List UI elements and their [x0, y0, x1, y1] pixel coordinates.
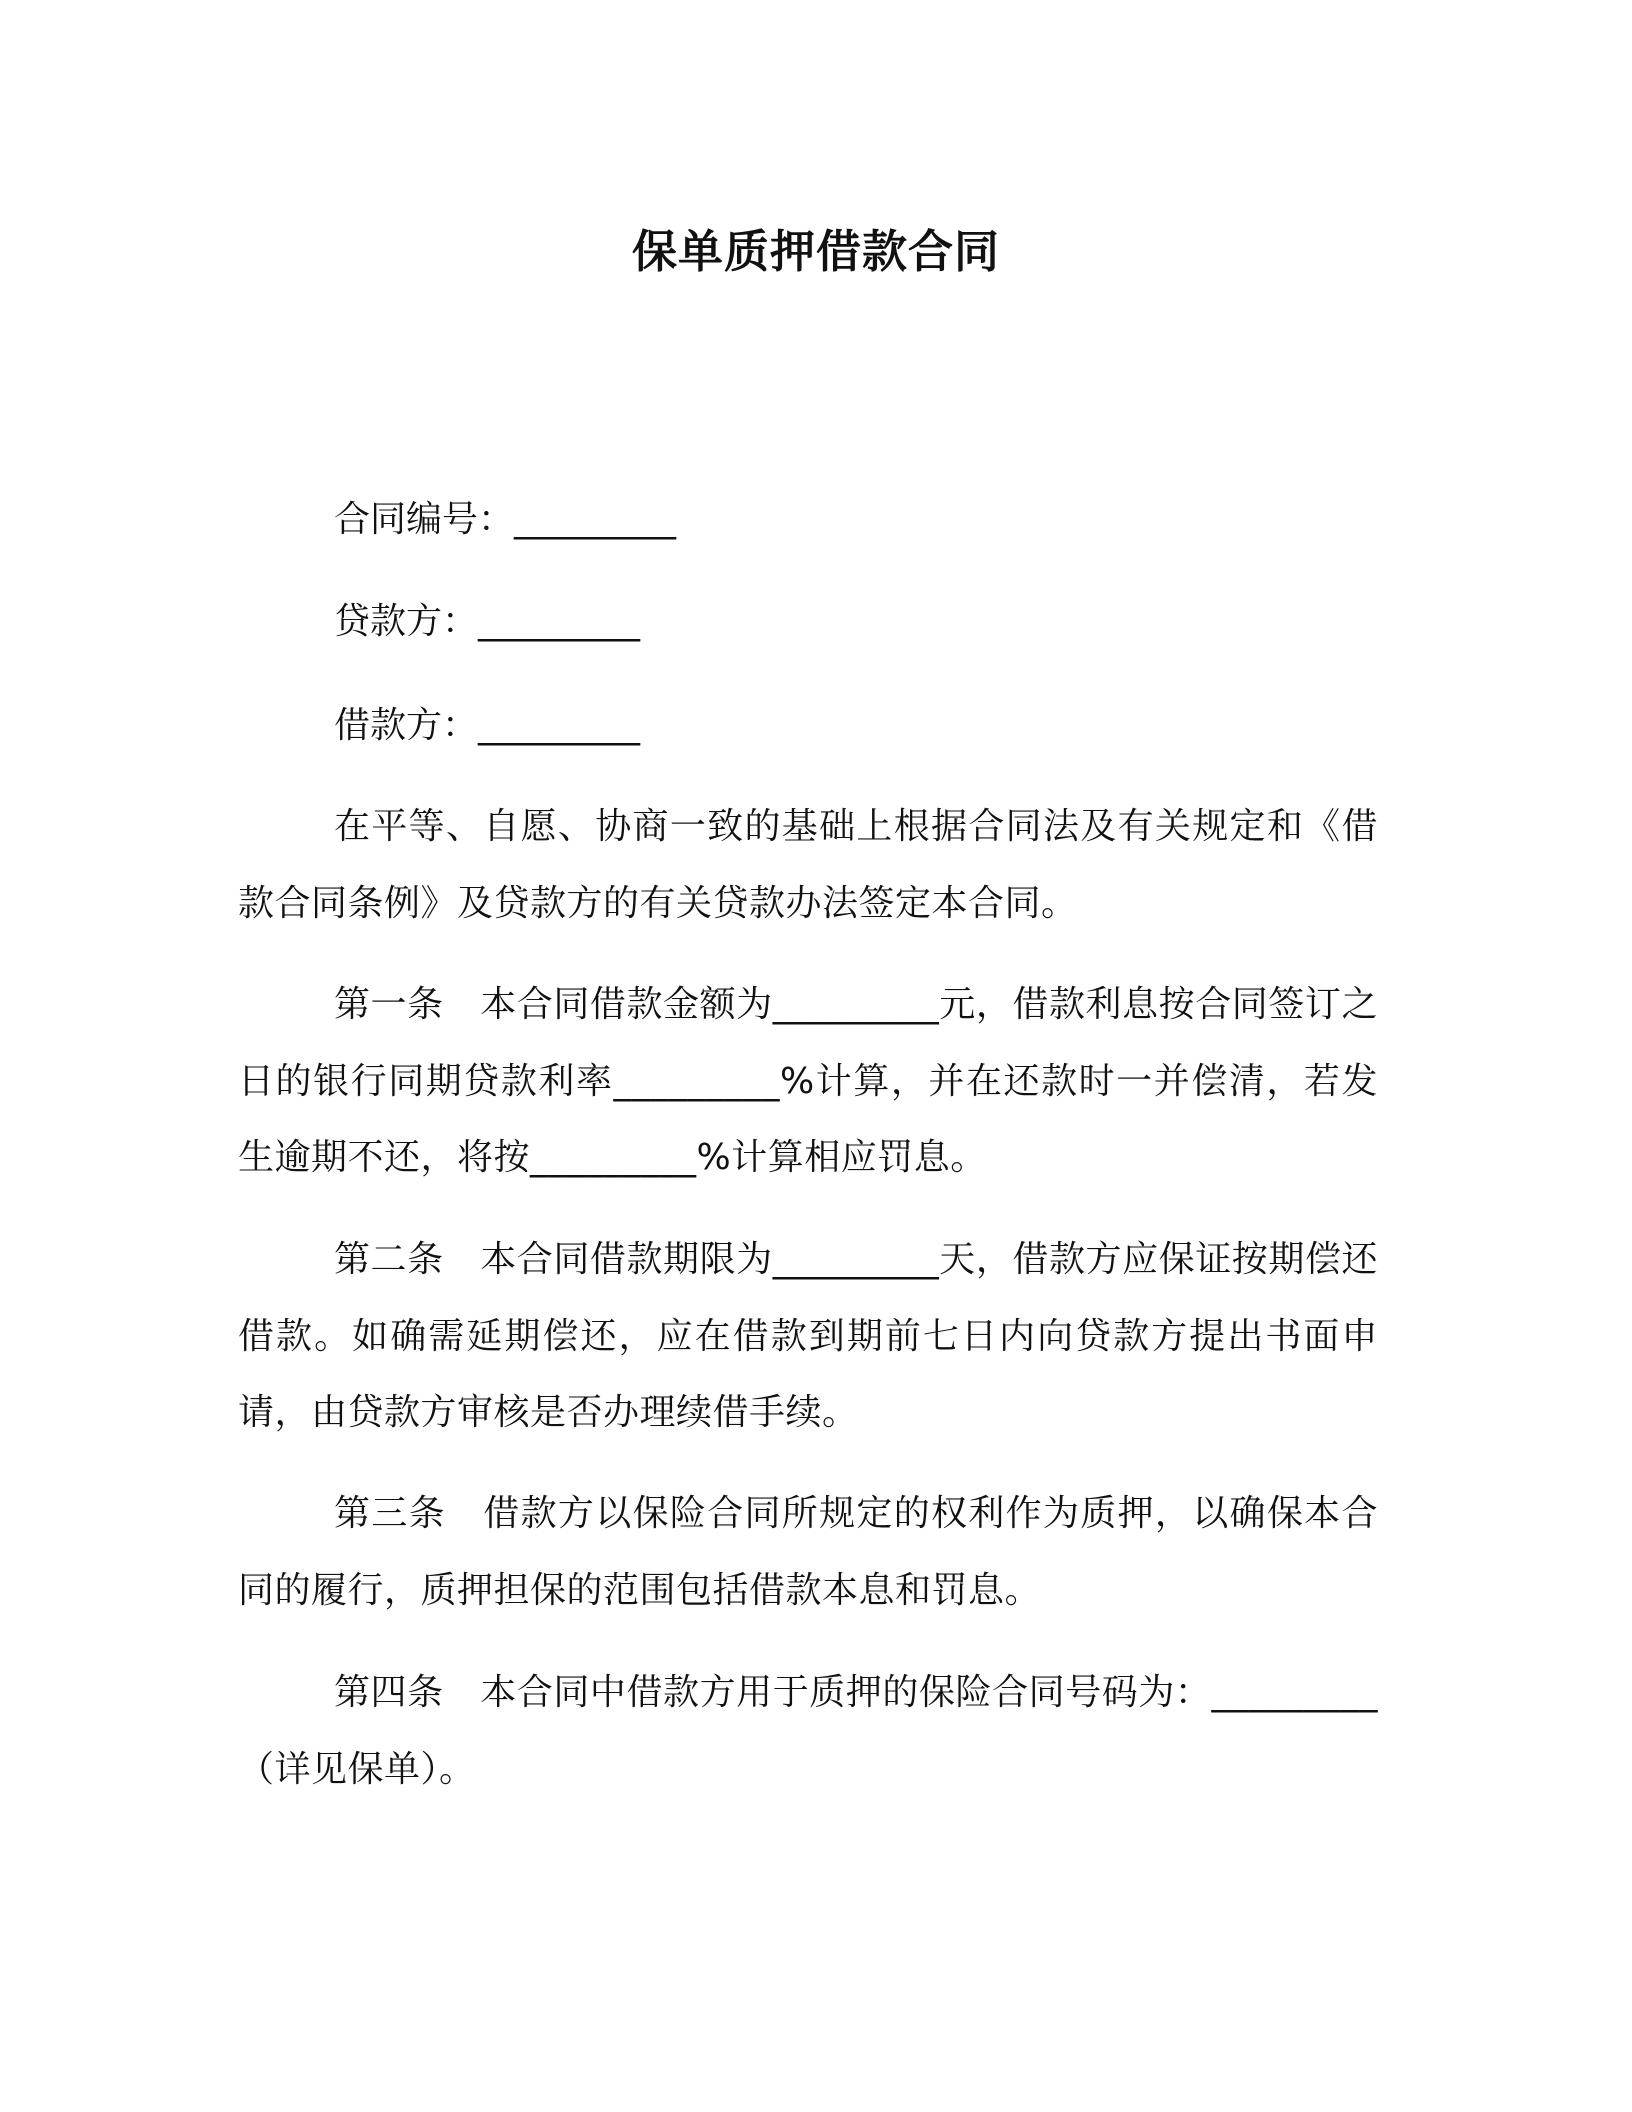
article-4-paragraph: 第四条 本合同中借款方用于质押的保险合同号码为：_________（详见保单）。	[238, 1672, 1378, 1790]
document-title: 保单质押借款合同	[631, 225, 1000, 278]
article-2-paragraph: 第二条 本合同借款期限为_________天，借款方应保证按期偿还借款。如确需延期偿还，应在借款到期前七日内向贷款方提出书面申请，由贷款方审核是否办理续借手续。	[238, 1239, 1378, 1433]
article-3-paragraph: 第三条 借款方以保险合同所规定的权利作为质押，以确保本合同的履行，质押担保的范围包括借款本息和罚息。	[238, 1493, 1378, 1611]
lender-field: 贷款方：_________	[334, 601, 641, 642]
preamble-paragraph: 在平等、自愿、协商一致的基础上根据合同法及有关规定和《借款合同条例》及贷款方的有关贷款办法签定本合同。	[238, 806, 1378, 924]
contract-number-field: 合同编号：_________	[334, 499, 677, 540]
borrower-field: 借款方：_________	[334, 705, 641, 746]
article-1-paragraph: 第一条 本合同借款金额为_________元，借款利息按合同签订之日的银行同期贷款利率_________%计算，并在还款时一并偿清，若发生逾期不还，将按_________%计算相应罚息。	[238, 984, 1378, 1178]
